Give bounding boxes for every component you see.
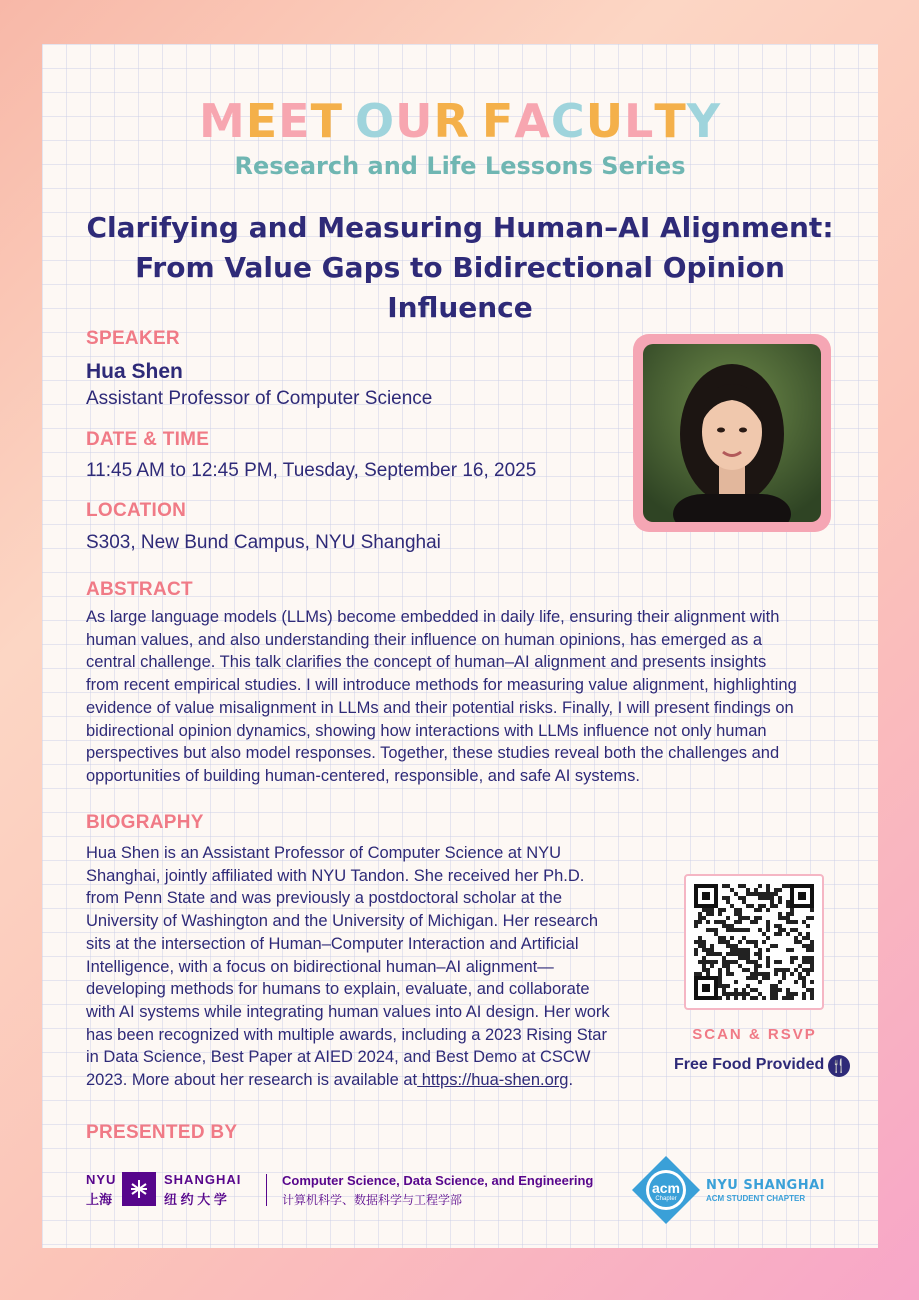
- free-food-text: Free Food Provided: [674, 1056, 825, 1073]
- heading-letter: A: [514, 94, 551, 148]
- abstract-line: central challenge. This talk clarifies the concept of human–AI alignment and presents insights: [86, 653, 767, 672]
- abstract-text: [86, 606, 846, 788]
- heading-letter: T: [310, 94, 343, 148]
- talk-title-line-1: Clarifying and Measuring Human–AI Alignment:: [86, 211, 834, 244]
- location-label: LOCATION: [86, 500, 187, 521]
- heading-letter: O: [354, 94, 396, 148]
- speaker-role: Assistant Professor of Computer Science: [86, 388, 433, 409]
- heading-letter: E: [278, 94, 311, 148]
- biography-line: Hua Shen is an Assistant Professor of Computer Science at NYU: [86, 844, 562, 862]
- utensils-icon: 🍴: [828, 1055, 850, 1077]
- speaker-label: SPEAKER: [86, 328, 180, 349]
- biography-line: sits at the intersection of Human–Computer Interaction and Artificial: [86, 934, 579, 953]
- heading-letter: T: [654, 94, 687, 148]
- speaker-photo-frame: [633, 334, 831, 532]
- abstract-line: As large language models (LLMs) become embedded in daily life, ensuring their alignment with: [86, 608, 780, 626]
- biography-text: [86, 842, 646, 1092]
- datetime-label: DATE & TIME: [86, 429, 210, 450]
- nyu-shanghai-logo: NYU 上海 SHANGHAI 纽 约 大 学: [86, 1172, 242, 1207]
- biography-label: BIOGRAPHY: [86, 812, 204, 833]
- heading-letter: R: [433, 94, 470, 148]
- event-poster: [42, 44, 878, 1248]
- location-value: S303, New Bund Campus, NYU Shanghai: [86, 532, 441, 553]
- heading-letter: M: [198, 94, 246, 148]
- abstract-line: evidence of value misalignment in LLMs and their potential risks. Finally, I will present findings on: [86, 698, 794, 717]
- biography-line: with AI systems while integrating human values into AI design. Her work: [86, 1002, 610, 1021]
- heading-letter: C: [550, 94, 586, 148]
- heading-letter: Y: [686, 94, 722, 148]
- rsvp-qr-code[interactable]: [684, 874, 824, 1010]
- talk-title-line-2: From Value Gaps to Bidirectional Opinion Influence: [135, 251, 785, 324]
- abstract-line: human values, and also understanding their influence on human opinions, has emerged as a: [86, 630, 763, 649]
- biography-last-line: 2023. More about her research is available at https://hua-shen.org.: [86, 1071, 574, 1090]
- footer-divider: [266, 1174, 267, 1206]
- meet-our-faculty-heading: [42, 94, 878, 148]
- acm-org-name: NYU SHANGHAI: [706, 1178, 826, 1193]
- abstract-line: perspectives but also model responses. Together, these studies reveal both the challenges and: [86, 744, 780, 763]
- nyu-torch-icon: [122, 1172, 156, 1206]
- biography-line: University of Washington and the University of Michigan. Her research: [86, 912, 599, 931]
- abstract-line: bidirectional opinion dynamics, showing how interactions with LLMs influence not only human: [86, 721, 767, 740]
- heading-letter: U: [395, 94, 434, 148]
- series-subtitle: Research and Life Lessons Series: [234, 152, 686, 180]
- biography-line: has been recognized with multiple awards, including a 2023 Rising Star: [86, 1025, 607, 1044]
- biography-line: from Penn State and was previously a postdoctoral scholar at the: [86, 889, 563, 908]
- heading-letter: U: [585, 94, 625, 148]
- biography-line: in Data Science, Best Paper at AIED 2024, and Best Demo at CSCW: [86, 1048, 591, 1067]
- acm-org-subtitle: ACM STUDENT CHAPTER: [706, 1194, 806, 1203]
- qr-code-image: [694, 884, 814, 1000]
- heading-letter: F: [481, 94, 515, 148]
- scan-rsvp-label: SCAN & RSVP: [692, 1026, 817, 1043]
- department-name-cn: 计算机科学、数据科学与工程学部: [282, 1193, 463, 1207]
- presented-by-label: PRESENTED BY: [86, 1122, 238, 1143]
- website-link[interactable]: https://hua-shen.org: [417, 1071, 569, 1090]
- datetime-value: 11:45 AM to 12:45 PM, Tuesday, September 16, 2025: [86, 460, 537, 481]
- talk-title: [62, 208, 858, 328]
- heading-letter: L: [624, 94, 655, 148]
- speaker-photo: [643, 344, 821, 522]
- abstract-line: from recent empirical studies. I will introduce methods for measuring value alignment, highlighting: [86, 676, 797, 695]
- biography-line: Intelligence, with a focus on bidirectional human–AI alignment—: [86, 957, 554, 976]
- abstract-line: opportunities of building human-centered, responsible, and safe AI systems.: [86, 766, 640, 785]
- acm-logo: acm Chapter: [630, 1154, 702, 1226]
- speaker-name: Hua Shen: [86, 360, 183, 383]
- biography-line: developing methods for humans to explain, evaluate, and collaborate: [86, 980, 590, 999]
- biography-line: Shanghai, jointly affiliated with NYU Tandon. She received her Ph.D.: [86, 866, 585, 885]
- abstract-label: ABSTRACT: [86, 579, 193, 600]
- department-name-en: Computer Science, Data Science, and Engineering: [282, 1173, 594, 1188]
- heading-letter: E: [245, 94, 279, 148]
